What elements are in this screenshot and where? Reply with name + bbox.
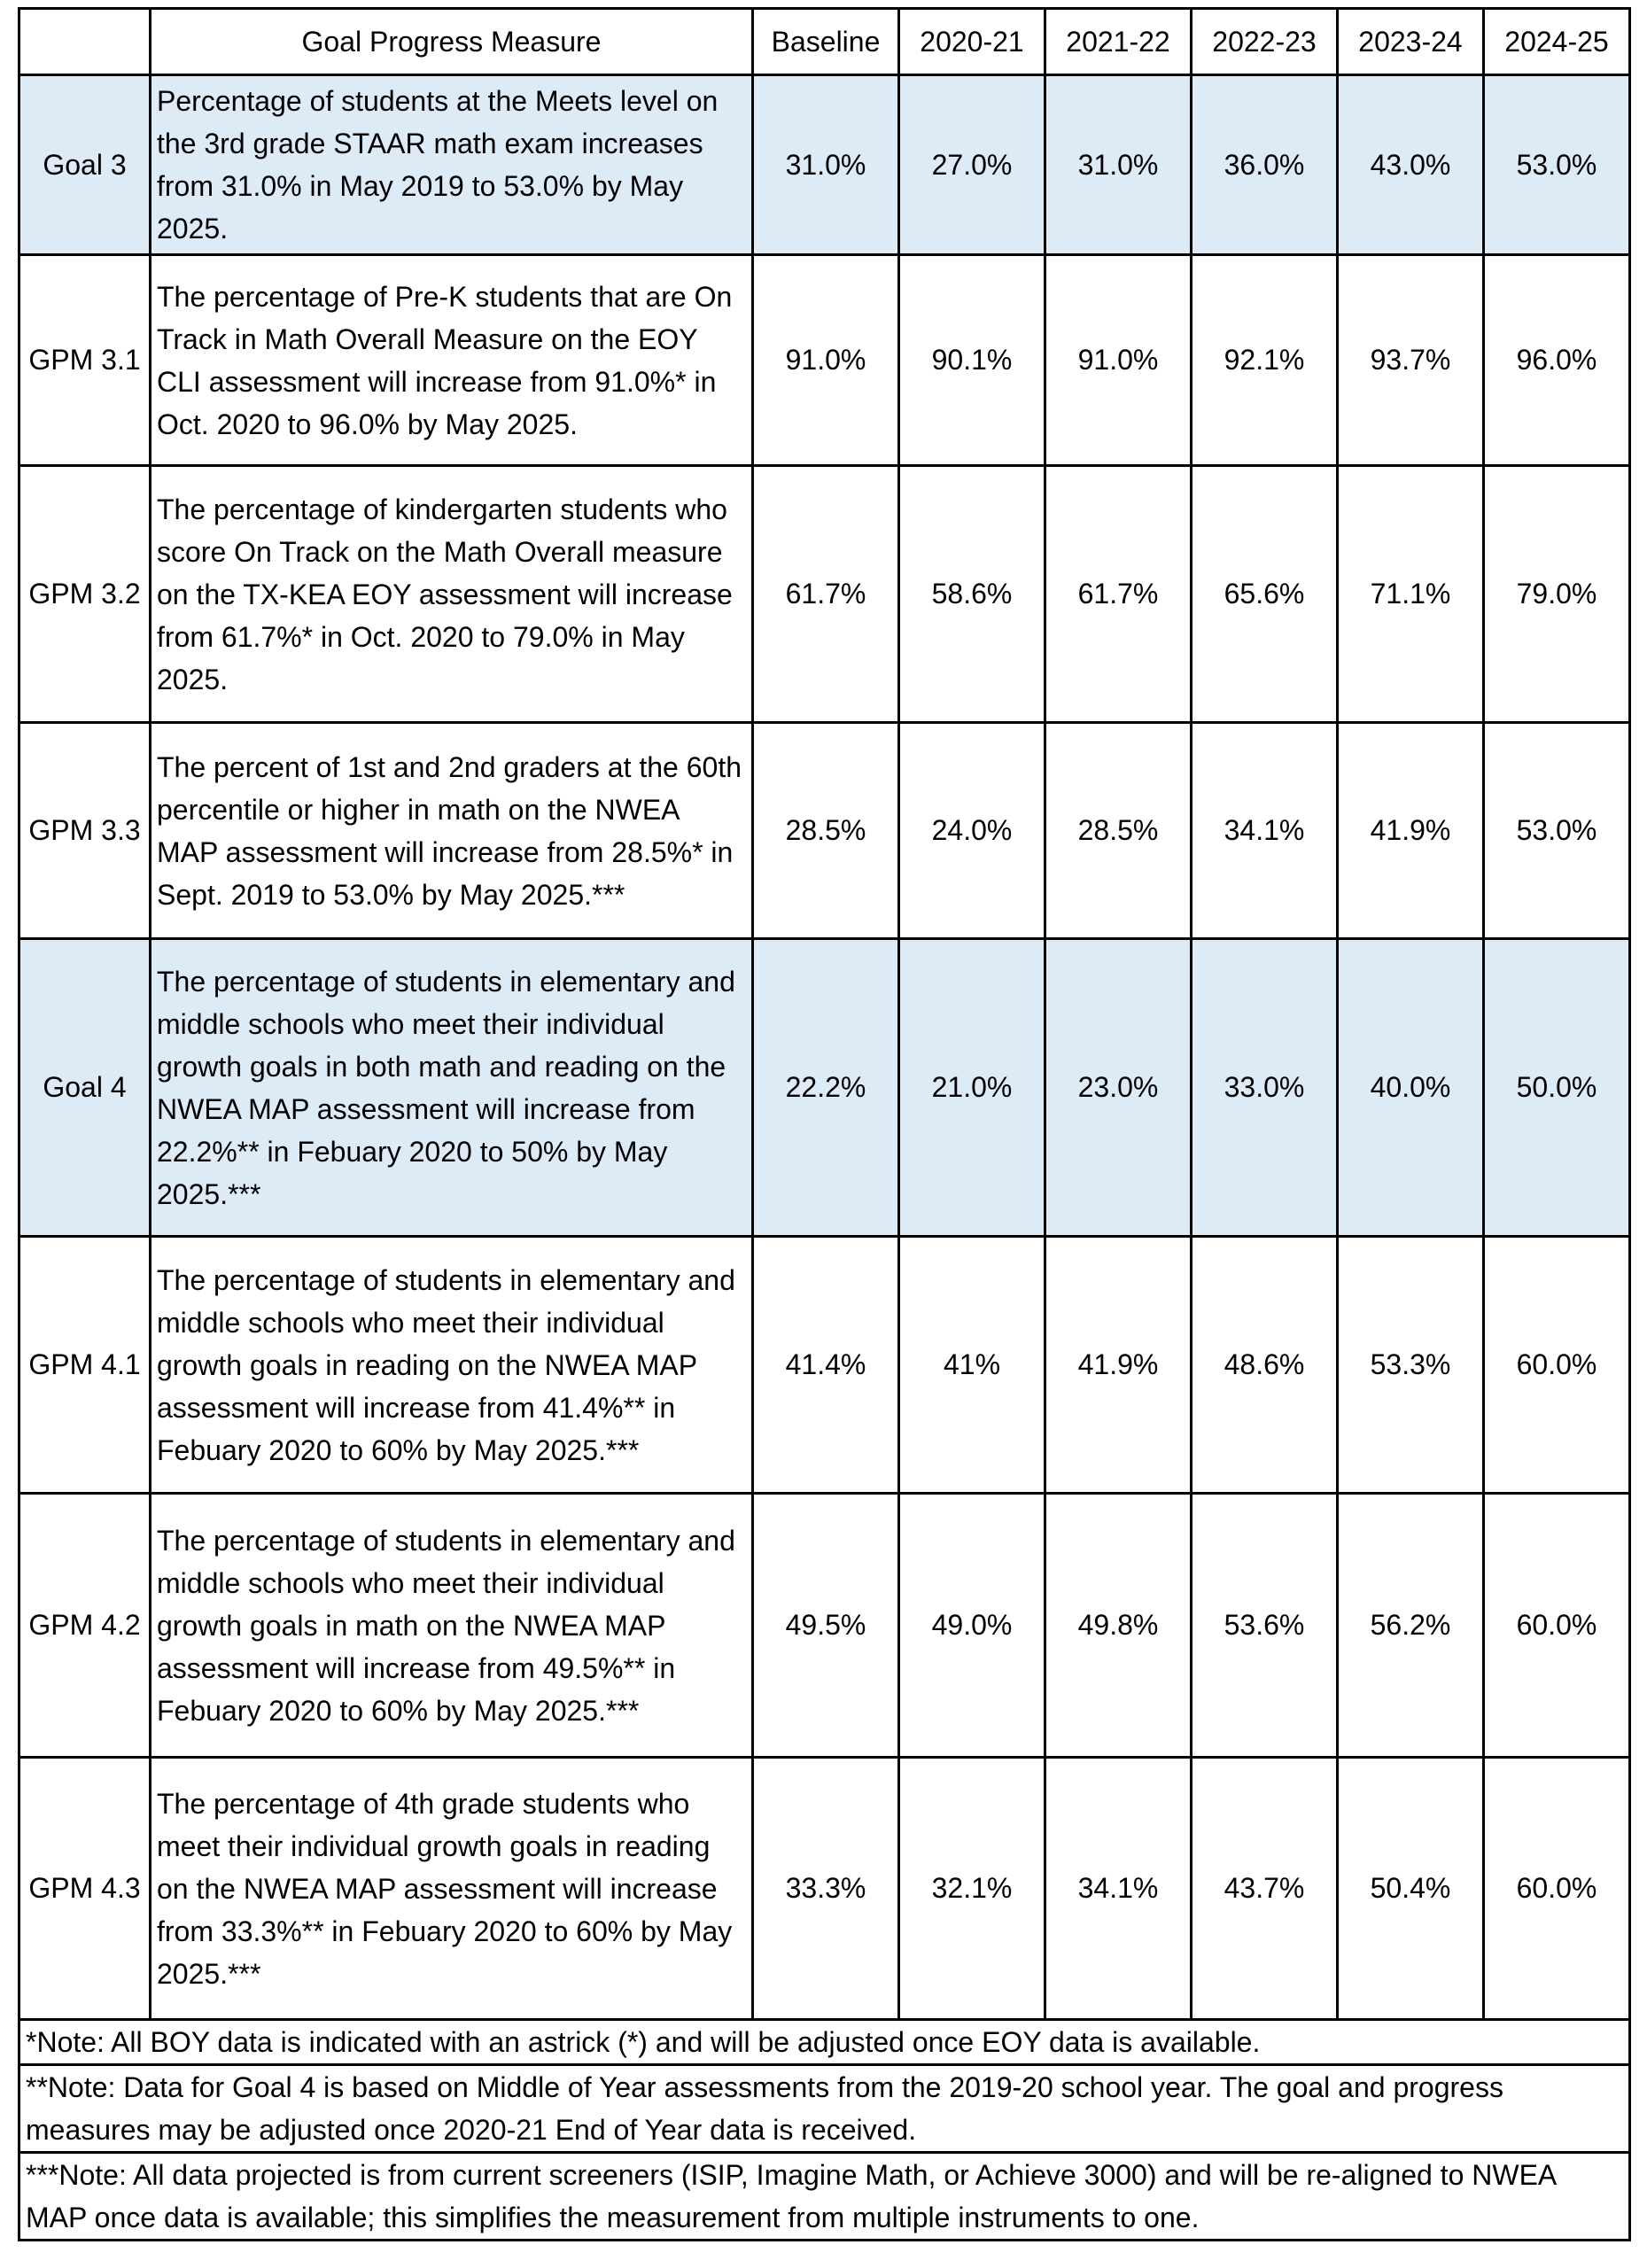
value-2020-21: 21.0% — [899, 939, 1045, 1237]
value-baseline: 22.2% — [753, 939, 899, 1237]
value-2021-22: 61.7% — [1045, 466, 1192, 723]
header-2022-23: 2022-23 — [1192, 9, 1338, 75]
value-2022-23: 65.6% — [1192, 466, 1338, 723]
row-description: The percentage of students in elementary and middle schools who meet their individual growth goals in math on the NWEA MAP assessment will increase from 49.5%** in Febuary 2020 to 60% by May 2025.*** — [151, 1494, 753, 1758]
value-2023-24: 93.7% — [1338, 255, 1484, 466]
value-2020-21: 58.6% — [899, 466, 1045, 723]
value-2020-21: 24.0% — [899, 723, 1045, 939]
value-2022-23: 43.7% — [1192, 1758, 1338, 2020]
goal-progress-document — [18, 7, 1628, 2241]
row-id: Goal 4 — [19, 939, 151, 1237]
value-2020-21: 32.1% — [899, 1758, 1045, 2020]
value-2024-25: 60.0% — [1484, 1758, 1630, 2020]
note-goal-4-data: **Note: Data for Goal 4 is based on Middle of Year assessments from the 2019-20 school year. The goal and progress measures may be adjusted once 2020-21 End of Year data is received. — [19, 2065, 1630, 2153]
value-2023-24: 53.3% — [1338, 1237, 1484, 1494]
value-2020-21: 41% — [899, 1237, 1045, 1494]
table-row-gpm-3-3 — [19, 723, 1630, 939]
value-2022-23: 48.6% — [1192, 1237, 1338, 1494]
value-2024-25: 53.0% — [1484, 723, 1630, 939]
value-2020-21: 27.0% — [899, 75, 1045, 255]
goal-progress-table — [18, 7, 1631, 2241]
table-row-gpm-3-2 — [19, 466, 1630, 723]
table-row-gpm-3-1 — [19, 255, 1630, 466]
note-row — [19, 2020, 1630, 2065]
row-id: GPM 4.2 — [19, 1494, 151, 1758]
value-2021-22: 23.0% — [1045, 939, 1192, 1237]
value-2023-24: 71.1% — [1338, 466, 1484, 723]
header-baseline: Baseline — [753, 9, 899, 75]
table-row-gpm-4-3 — [19, 1758, 1630, 2020]
note-projected-data: ***Note: All data projected is from current screeners (ISIP, Imagine Math, or Achieve 3000) and will be re-aligned to NWEA MAP once data is available; this simplifies the measurement from multiple instruments to one. — [19, 2153, 1630, 2241]
value-2021-22: 34.1% — [1045, 1758, 1192, 2020]
header-2021-22: 2021-22 — [1045, 9, 1192, 75]
value-2020-21: 49.0% — [899, 1494, 1045, 1758]
value-baseline: 61.7% — [753, 466, 899, 723]
value-2021-22: 49.8% — [1045, 1494, 1192, 1758]
note-row — [19, 2153, 1630, 2241]
value-2024-25: 50.0% — [1484, 939, 1630, 1237]
value-2021-22: 91.0% — [1045, 255, 1192, 466]
value-baseline: 31.0% — [753, 75, 899, 255]
value-baseline: 91.0% — [753, 255, 899, 466]
value-2024-25: 53.0% — [1484, 75, 1630, 255]
table-row-goal-3 — [19, 75, 1630, 255]
row-id: GPM 4.3 — [19, 1758, 151, 2020]
value-2022-23: 53.6% — [1192, 1494, 1338, 1758]
header-id — [19, 9, 151, 75]
row-description: The percent of 1st and 2nd graders at the 60th percentile or higher in math on the NWEA MAP assessment will increase from 28.5%* in Sept. 2019 to 53.0% by May 2025.*** — [151, 723, 753, 939]
value-2020-21: 90.1% — [899, 255, 1045, 466]
row-id: Goal 3 — [19, 75, 151, 255]
table-row-goal-4 — [19, 939, 1630, 1237]
table-row-gpm-4-2 — [19, 1494, 1630, 1758]
row-id: GPM 4.1 — [19, 1237, 151, 1494]
row-id: GPM 3.2 — [19, 466, 151, 723]
row-description: Percentage of students at the Meets level on the 3rd grade STAAR math exam increases from 31.0% in May 2019 to 53.0% by May 2025. — [151, 75, 753, 255]
value-2023-24: 50.4% — [1338, 1758, 1484, 2020]
row-description: The percentage of students in elementary and middle schools who meet their individual growth goals in both math and reading on the NWEA MAP assessment will increase from 22.2%** in Febuary 2020 to 50% by May 2025.*** — [151, 939, 753, 1237]
value-2022-23: 34.1% — [1192, 723, 1338, 939]
value-2022-23: 36.0% — [1192, 75, 1338, 255]
note-boy-data: *Note: All BOY data is indicated with an astrick (*) and will be adjusted once EOY data is available. — [19, 2020, 1630, 2065]
value-2023-24: 56.2% — [1338, 1494, 1484, 1758]
table-row-gpm-4-1 — [19, 1237, 1630, 1494]
value-2021-22: 28.5% — [1045, 723, 1192, 939]
value-2024-25: 79.0% — [1484, 466, 1630, 723]
row-id: GPM 3.3 — [19, 723, 151, 939]
value-baseline: 28.5% — [753, 723, 899, 939]
row-description: The percentage of 4th grade students who meet their individual growth goals in reading on the NWEA MAP assessment will increase from 33.3%** in Febuary 2020 to 60% by May 2025.*** — [151, 1758, 753, 2020]
table-header-row — [19, 9, 1630, 75]
value-baseline: 49.5% — [753, 1494, 899, 1758]
value-2023-24: 43.0% — [1338, 75, 1484, 255]
row-description: The percentage of Pre-K students that are On Track in Math Overall Measure on the EOY CLI assessment will increase from 91.0%* in Oct. 2020 to 96.0% by May 2025. — [151, 255, 753, 466]
value-2021-22: 31.0% — [1045, 75, 1192, 255]
row-id: GPM 3.1 — [19, 255, 151, 466]
value-2023-24: 41.9% — [1338, 723, 1484, 939]
value-2024-25: 96.0% — [1484, 255, 1630, 466]
header-2024-25: 2024-25 — [1484, 9, 1630, 75]
note-row — [19, 2065, 1630, 2153]
row-description: The percentage of students in elementary and middle schools who meet their individual growth goals in reading on the NWEA MAP assessment will increase from 41.4%** in Febuary 2020 to 60% by May 2025.*** — [151, 1237, 753, 1494]
value-2024-25: 60.0% — [1484, 1494, 1630, 1758]
value-2022-23: 92.1% — [1192, 255, 1338, 466]
value-2024-25: 60.0% — [1484, 1237, 1630, 1494]
value-2023-24: 40.0% — [1338, 939, 1484, 1237]
value-baseline: 33.3% — [753, 1758, 899, 2020]
header-2023-24: 2023-24 — [1338, 9, 1484, 75]
header-goal-progress-measure: Goal Progress Measure — [151, 9, 753, 75]
value-2022-23: 33.0% — [1192, 939, 1338, 1237]
value-baseline: 41.4% — [753, 1237, 899, 1494]
header-2020-21: 2020-21 — [899, 9, 1045, 75]
row-description: The percentage of kindergarten students who score On Track on the Math Overall measure on the TX-KEA EOY assessment will increase from 61.7%* in Oct. 2020 to 79.0% in May 2025. — [151, 466, 753, 723]
value-2021-22: 41.9% — [1045, 1237, 1192, 1494]
